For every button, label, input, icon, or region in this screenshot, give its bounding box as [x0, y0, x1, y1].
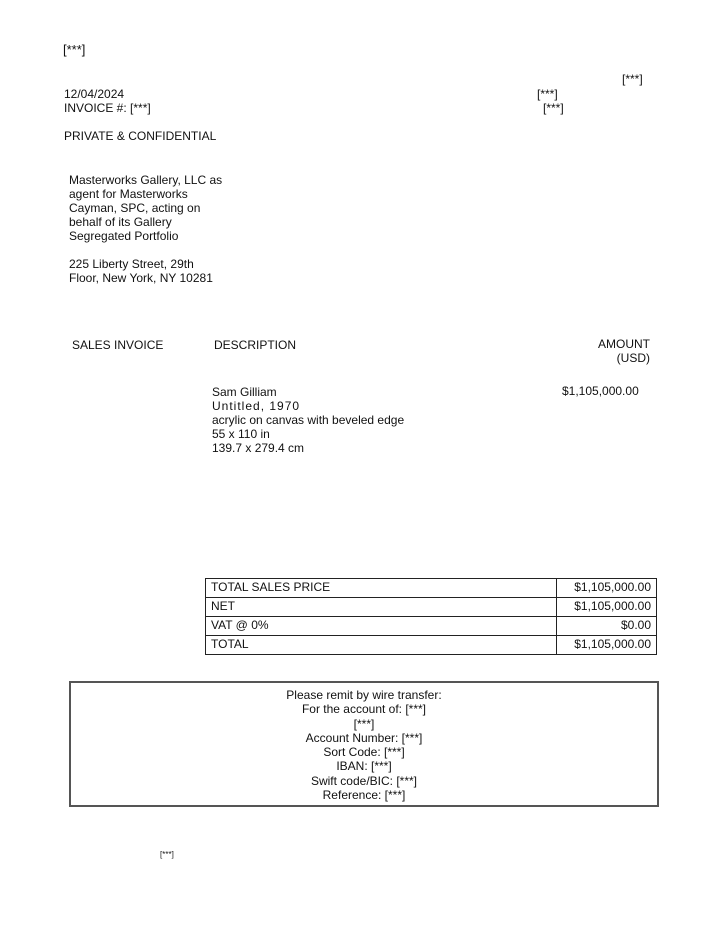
totals-value: $1,105,000.00 [557, 579, 657, 598]
column-amount [590, 337, 650, 365]
item-amount: $1,105,000.00 [562, 384, 639, 398]
remit-line: Account Number: [***] [305, 730, 423, 745]
confidential-notice: PRIVATE & CONFIDENTIAL [64, 129, 217, 143]
item-description [212, 385, 404, 455]
remit-line: Reference: [***] [322, 788, 406, 803]
recipient-address [69, 257, 213, 285]
column-description: DESCRIPTION [214, 338, 297, 352]
header-right-redacted-2: [***] [543, 101, 564, 115]
totals-row [206, 598, 657, 617]
footer-redacted: [***] [160, 850, 174, 859]
recipient-name-line: Segregated Portfolio [69, 229, 179, 243]
totals-value: $1,105,000.00 [557, 598, 657, 617]
totals-label: TOTAL [206, 636, 557, 655]
recipient-name-line: Cayman, SPC, acting on [69, 201, 201, 215]
remit-line: Swift code/BIC: [***] [310, 773, 418, 788]
invoice-number: INVOICE #: [***] [64, 101, 151, 115]
remit-line: IBAN: [***] [336, 759, 392, 774]
recipient-name-line: Masterworks Gallery, LLC as [69, 173, 223, 187]
recipient-name-line: behalf of its Gallery [69, 215, 172, 229]
item-artist: Sam Gilliam [212, 385, 277, 399]
item-size-cm: 139.7 x 279.4 cm [212, 441, 305, 455]
recipient-name [69, 173, 222, 243]
remit-line: Sort Code: [***] [323, 745, 405, 760]
totals-label: VAT @ 0% [206, 617, 557, 636]
remit-box [69, 681, 659, 807]
item-size-in: 55 x 110 in [212, 427, 270, 441]
remit-line: [***] [353, 716, 375, 731]
header-right-redacted-top: [***] [622, 72, 643, 86]
totals-row [206, 617, 657, 636]
recipient-name-line: agent for Masterworks [69, 187, 188, 201]
column-amount-line1: AMOUNT [598, 337, 650, 351]
recipient-address-line: 225 Liberty Street, 29th [69, 257, 194, 271]
item-medium: acrylic on canvas with beveled edge [212, 413, 405, 427]
recipient-address-line: Floor, New York, NY 10281 [69, 271, 213, 285]
remit-line: Please remit by wire transfer: [286, 688, 442, 702]
totals-value: $0.00 [557, 617, 657, 636]
totals-row [206, 636, 657, 655]
totals-label: TOTAL SALES PRICE [206, 579, 557, 598]
column-sales-invoice: SALES INVOICE [72, 338, 164, 352]
remit-line: For the account of: [***] [301, 702, 427, 717]
header-right-redacted-1: [***] [537, 87, 558, 101]
totals-table [205, 578, 657, 655]
logo-redacted: [***] [63, 42, 86, 57]
column-amount-line2: (USD) [616, 351, 650, 365]
totals-label: NET [206, 598, 557, 617]
invoice-date: 12/04/2024 [64, 87, 125, 101]
totals-value: $1,105,000.00 [557, 636, 657, 655]
item-title-year: Untitled, 1970 [212, 399, 301, 413]
totals-row [206, 579, 657, 598]
